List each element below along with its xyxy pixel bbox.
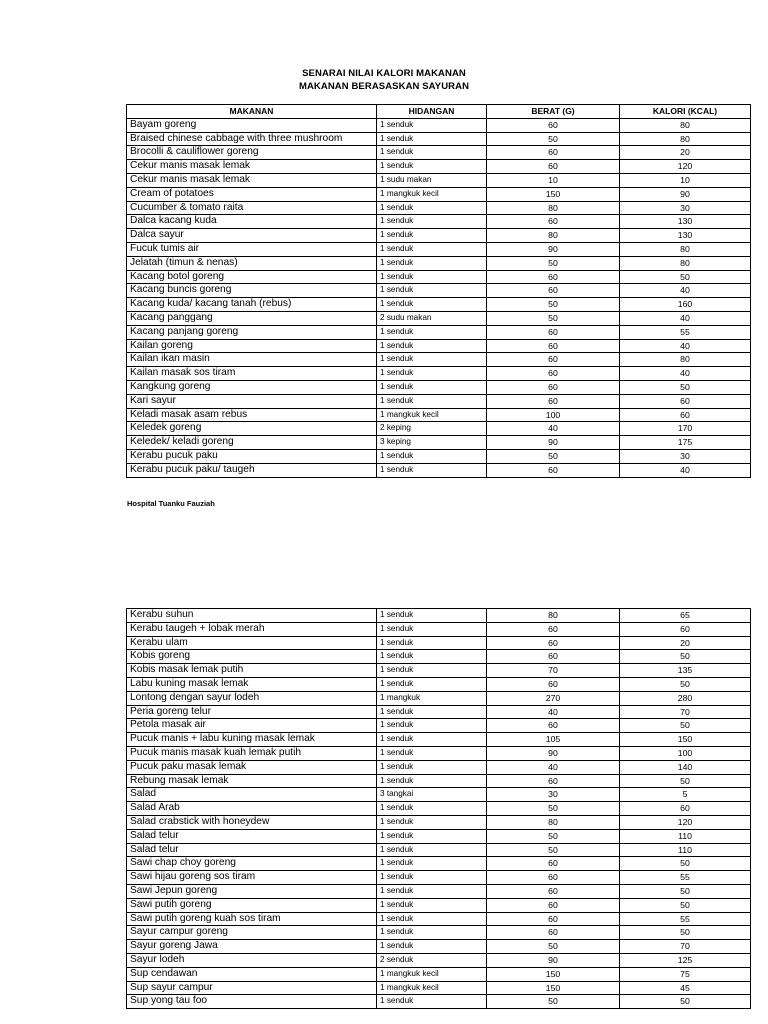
cell-kalori: 160: [620, 298, 751, 312]
cell-berat: 150: [487, 187, 620, 201]
cell-kalori: 130: [620, 229, 751, 243]
cell-makanan: Kerabu pucuk paku/ taugeh: [127, 463, 377, 477]
cell-kalori: 50: [620, 719, 751, 733]
cell-berat: 60: [487, 636, 620, 650]
cell-hidangan: 1 senduk: [377, 871, 487, 885]
cell-makanan: Kerabu ulam: [127, 636, 377, 650]
table-row: [127, 719, 751, 733]
cell-berat: 80: [487, 229, 620, 243]
cell-berat: 60: [487, 857, 620, 871]
cell-hidangan: 1 senduk: [377, 912, 487, 926]
cell-makanan: Keledek goreng: [127, 422, 377, 436]
cell-hidangan: 1 mangkuk kecil: [377, 187, 487, 201]
table-row: [127, 298, 751, 312]
cell-kalori: 20: [620, 636, 751, 650]
cell-hidangan: 1 sudu makan: [377, 173, 487, 187]
cell-hidangan: 1 senduk: [377, 118, 487, 132]
cell-makanan: Dalca kacang kuda: [127, 215, 377, 229]
cell-kalori: 40: [620, 311, 751, 325]
cell-berat: 50: [487, 298, 620, 312]
cell-berat: 60: [487, 650, 620, 664]
cell-kalori: 135: [620, 664, 751, 678]
cell-berat: 270: [487, 691, 620, 705]
table-row: [127, 664, 751, 678]
cell-berat: 60: [487, 353, 620, 367]
cell-kalori: 65: [620, 609, 751, 623]
table-row: [127, 146, 751, 160]
table-row: [127, 229, 751, 243]
cell-makanan: Rebung masak lemak: [127, 774, 377, 788]
table-row: [127, 691, 751, 705]
cell-kalori: 60: [620, 408, 751, 422]
cell-berat: 105: [487, 733, 620, 747]
cell-hidangan: 1 senduk: [377, 229, 487, 243]
cell-berat: 80: [487, 201, 620, 215]
cell-kalori: 40: [620, 463, 751, 477]
table-row: [127, 871, 751, 885]
cell-makanan: Sawi Jepun goreng: [127, 884, 377, 898]
cell-kalori: 10: [620, 173, 751, 187]
table-row: [127, 256, 751, 270]
cell-berat: 40: [487, 422, 620, 436]
header-berat: BERAT (G): [487, 105, 620, 119]
cell-hidangan: 1 senduk: [377, 815, 487, 829]
cell-berat: 60: [487, 871, 620, 885]
cell-berat: 60: [487, 146, 620, 160]
cell-makanan: Salad telur: [127, 843, 377, 857]
cell-kalori: 40: [620, 339, 751, 353]
cell-hidangan: 1 senduk: [377, 132, 487, 146]
table-row: [127, 201, 751, 215]
cell-berat: 50: [487, 843, 620, 857]
cell-berat: 40: [487, 760, 620, 774]
table-row: [127, 843, 751, 857]
table-row: [127, 353, 751, 367]
table-row: [127, 650, 751, 664]
table-row: [127, 609, 751, 623]
cell-kalori: 50: [620, 898, 751, 912]
cell-berat: 100: [487, 408, 620, 422]
cell-hidangan: 1 senduk: [377, 622, 487, 636]
hospital-name: Hospital Tuanku Fauziah: [127, 499, 215, 508]
cell-makanan: Braised chinese cabbage with three mushroom: [127, 132, 377, 146]
table-row: [127, 912, 751, 926]
cell-kalori: 110: [620, 843, 751, 857]
cell-kalori: 30: [620, 201, 751, 215]
table-row: [127, 463, 751, 477]
table-row: [127, 829, 751, 843]
cell-makanan: Kerabu taugeh + lobak merah: [127, 622, 377, 636]
cell-hidangan: 1 senduk: [377, 463, 487, 477]
cell-berat: 60: [487, 926, 620, 940]
cell-makanan: Kacang panjang goreng: [127, 325, 377, 339]
cell-berat: 60: [487, 394, 620, 408]
cell-kalori: 50: [620, 857, 751, 871]
cell-hidangan: 1 senduk: [377, 449, 487, 463]
cell-hidangan: 2 keping: [377, 422, 487, 436]
cell-hidangan: 1 senduk: [377, 353, 487, 367]
cell-makanan: Kerabu suhun: [127, 609, 377, 623]
cell-berat: 50: [487, 256, 620, 270]
table-row: [127, 940, 751, 954]
table-row: [127, 815, 751, 829]
cell-berat: 60: [487, 884, 620, 898]
cell-hidangan: 1 senduk: [377, 733, 487, 747]
cell-makanan: Kacang botol goreng: [127, 270, 377, 284]
cell-berat: 90: [487, 746, 620, 760]
cell-berat: 60: [487, 774, 620, 788]
cell-berat: 150: [487, 967, 620, 981]
header-kalori: KALORI (KCAL): [620, 105, 751, 119]
cell-makanan: Sawi chap choy goreng: [127, 857, 377, 871]
cell-makanan: Labu kuning masak lemak: [127, 677, 377, 691]
cell-berat: 80: [487, 609, 620, 623]
cell-kalori: 80: [620, 118, 751, 132]
header-makanan: MAKANAN: [127, 105, 377, 119]
cell-hidangan: 1 senduk: [377, 719, 487, 733]
table-row: [127, 898, 751, 912]
cell-hidangan: 1 senduk: [377, 705, 487, 719]
cell-kalori: 20: [620, 146, 751, 160]
cell-hidangan: 1 senduk: [377, 829, 487, 843]
cell-makanan: Cucumber & tomato raita: [127, 201, 377, 215]
cell-hidangan: 1 senduk: [377, 926, 487, 940]
cell-berat: 50: [487, 940, 620, 954]
cell-makanan: Pucuk manis masak kuah lemak putih: [127, 746, 377, 760]
table-row: [127, 367, 751, 381]
cell-kalori: 280: [620, 691, 751, 705]
cell-kalori: 50: [620, 774, 751, 788]
table-row: [127, 677, 751, 691]
cell-berat: 40: [487, 705, 620, 719]
table-row: [127, 339, 751, 353]
cell-berat: 50: [487, 995, 620, 1009]
cell-kalori: 55: [620, 912, 751, 926]
cell-kalori: 175: [620, 436, 751, 450]
cell-makanan: Salad crabstick with honeydew: [127, 815, 377, 829]
cell-kalori: 60: [620, 622, 751, 636]
cell-berat: 150: [487, 981, 620, 995]
table-row: [127, 160, 751, 174]
cell-hidangan: 1 senduk: [377, 284, 487, 298]
cell-hidangan: 1 senduk: [377, 298, 487, 312]
cell-makanan: Salad telur: [127, 829, 377, 843]
table-row: [127, 636, 751, 650]
cell-makanan: Sawi putih goreng: [127, 898, 377, 912]
cell-makanan: Kobis goreng: [127, 650, 377, 664]
cell-berat: 50: [487, 829, 620, 843]
cell-kalori: 60: [620, 394, 751, 408]
cell-hidangan: 1 senduk: [377, 746, 487, 760]
cell-hidangan: 1 senduk: [377, 609, 487, 623]
table-row: [127, 967, 751, 981]
cell-berat: 60: [487, 898, 620, 912]
cell-berat: 60: [487, 677, 620, 691]
cell-makanan: Lontong dengan sayur lodeh: [127, 691, 377, 705]
cell-makanan: Kari sayur: [127, 394, 377, 408]
cell-berat: 50: [487, 311, 620, 325]
cell-kalori: 50: [620, 270, 751, 284]
cell-kalori: 60: [620, 802, 751, 816]
cell-hidangan: 1 senduk: [377, 215, 487, 229]
cell-berat: 50: [487, 132, 620, 146]
cell-makanan: Cream of potatoes: [127, 187, 377, 201]
table-row: [127, 622, 751, 636]
table-row: [127, 733, 751, 747]
cell-kalori: 50: [620, 380, 751, 394]
cell-kalori: 120: [620, 815, 751, 829]
cell-kalori: 110: [620, 829, 751, 843]
cell-berat: 90: [487, 953, 620, 967]
cell-kalori: 70: [620, 940, 751, 954]
cell-makanan: Cekur manis masak lemak: [127, 173, 377, 187]
cell-makanan: Dalca sayur: [127, 229, 377, 243]
cell-kalori: 55: [620, 871, 751, 885]
cell-hidangan: 1 senduk: [377, 394, 487, 408]
cell-hidangan: 3 tangkai: [377, 788, 487, 802]
cell-berat: 90: [487, 436, 620, 450]
cell-berat: 60: [487, 719, 620, 733]
cell-berat: 30: [487, 788, 620, 802]
cell-kalori: 100: [620, 746, 751, 760]
cell-makanan: Pucuk manis + labu kuning masak lemak: [127, 733, 377, 747]
cell-kalori: 45: [620, 981, 751, 995]
table-row: [127, 422, 751, 436]
cell-makanan: Salad: [127, 788, 377, 802]
table-row: [127, 953, 751, 967]
cell-berat: 60: [487, 912, 620, 926]
cell-kalori: 55: [620, 325, 751, 339]
header-hidangan: HIDANGAN: [377, 105, 487, 119]
cell-makanan: Sup cendawan: [127, 967, 377, 981]
cell-makanan: Salad Arab: [127, 802, 377, 816]
cell-makanan: Kacang kuda/ kacang tanah (rebus): [127, 298, 377, 312]
table-row: [127, 187, 751, 201]
cell-berat: 70: [487, 664, 620, 678]
table-row: [127, 311, 751, 325]
cell-hidangan: 1 senduk: [377, 760, 487, 774]
cell-kalori: 70: [620, 705, 751, 719]
cell-hidangan: 1 senduk: [377, 857, 487, 871]
cell-hidangan: 2 senduk: [377, 953, 487, 967]
table-row: [127, 215, 751, 229]
cell-hidangan: 1 mangkuk kecil: [377, 981, 487, 995]
cell-hidangan: 1 senduk: [377, 843, 487, 857]
cell-makanan: Kerabu pucuk paku: [127, 449, 377, 463]
cell-kalori: 75: [620, 967, 751, 981]
cell-kalori: 125: [620, 953, 751, 967]
cell-hidangan: 1 senduk: [377, 884, 487, 898]
cell-berat: 60: [487, 463, 620, 477]
table-row: [127, 118, 751, 132]
table-row: [127, 926, 751, 940]
cell-makanan: Sayur campur goreng: [127, 926, 377, 940]
table-row: [127, 981, 751, 995]
cell-hidangan: 1 senduk: [377, 677, 487, 691]
cell-makanan: Fucuk tumis air: [127, 242, 377, 256]
table-row: [127, 995, 751, 1009]
cell-kalori: 50: [620, 995, 751, 1009]
cell-makanan: Jelatah (timun & nenas): [127, 256, 377, 270]
cell-hidangan: 1 senduk: [377, 774, 487, 788]
cell-hidangan: 3 keping: [377, 436, 487, 450]
cell-hidangan: 1 senduk: [377, 898, 487, 912]
cell-makanan: Petola masak air: [127, 719, 377, 733]
cell-kalori: 40: [620, 367, 751, 381]
table-row: [127, 242, 751, 256]
cell-hidangan: 1 senduk: [377, 160, 487, 174]
cell-makanan: Keladi masak asam rebus: [127, 408, 377, 422]
table-row: [127, 449, 751, 463]
table-row: [127, 436, 751, 450]
cell-hidangan: 1 mangkuk kecil: [377, 408, 487, 422]
cell-makanan: Kacang panggang: [127, 311, 377, 325]
cell-kalori: 50: [620, 650, 751, 664]
cell-kalori: 5: [620, 788, 751, 802]
cell-hidangan: 1 senduk: [377, 636, 487, 650]
cell-kalori: 80: [620, 242, 751, 256]
cell-hidangan: 1 senduk: [377, 380, 487, 394]
cell-berat: 60: [487, 160, 620, 174]
cell-makanan: Kailan ikan masin: [127, 353, 377, 367]
cell-hidangan: 1 senduk: [377, 995, 487, 1009]
cell-berat: 50: [487, 802, 620, 816]
cell-makanan: Cekur manis masak lemak: [127, 160, 377, 174]
cell-kalori: 120: [620, 160, 751, 174]
calorie-table-2: [126, 608, 751, 1009]
table-row: [127, 173, 751, 187]
cell-hidangan: 1 senduk: [377, 650, 487, 664]
cell-berat: 60: [487, 339, 620, 353]
cell-kalori: 40: [620, 284, 751, 298]
table-row: [127, 132, 751, 146]
table-row: [127, 284, 751, 298]
cell-berat: 80: [487, 815, 620, 829]
cell-kalori: 30: [620, 449, 751, 463]
cell-berat: 60: [487, 215, 620, 229]
cell-hidangan: 1 senduk: [377, 664, 487, 678]
cell-makanan: Sayur lodeh: [127, 953, 377, 967]
cell-hidangan: 1 mangkuk kecil: [377, 967, 487, 981]
cell-makanan: Kangkung goreng: [127, 380, 377, 394]
cell-kalori: 80: [620, 353, 751, 367]
cell-hidangan: 1 mangkuk: [377, 691, 487, 705]
cell-hidangan: 1 senduk: [377, 802, 487, 816]
cell-makanan: Kailan masak sos tiram: [127, 367, 377, 381]
table-row: [127, 408, 751, 422]
cell-hidangan: 1 senduk: [377, 242, 487, 256]
table-body-2: [127, 609, 751, 1009]
calorie-table-1: [126, 104, 751, 478]
cell-makanan: Sayur goreng Jawa: [127, 940, 377, 954]
cell-berat: 60: [487, 270, 620, 284]
doc-title: SENARAI NILAI KALORI MAKANAN: [302, 68, 466, 79]
cell-makanan: Pucuk paku masak lemak: [127, 760, 377, 774]
table-row: [127, 774, 751, 788]
cell-kalori: 80: [620, 256, 751, 270]
cell-makanan: Peria goreng telur: [127, 705, 377, 719]
cell-hidangan: 1 senduk: [377, 325, 487, 339]
cell-kalori: 50: [620, 926, 751, 940]
doc-subtitle: MAKANAN BERASASKAN SAYURAN: [298, 81, 470, 92]
table-header-row: [127, 105, 751, 119]
cell-berat: 60: [487, 380, 620, 394]
cell-hidangan: 1 senduk: [377, 201, 487, 215]
cell-makanan: Bayam goreng: [127, 118, 377, 132]
cell-hidangan: 1 senduk: [377, 256, 487, 270]
cell-kalori: 80: [620, 132, 751, 146]
table-row: [127, 760, 751, 774]
cell-hidangan: 1 senduk: [377, 940, 487, 954]
table-row: [127, 325, 751, 339]
cell-berat: 60: [487, 284, 620, 298]
cell-makanan: Kacang buncis goreng: [127, 284, 377, 298]
cell-kalori: 170: [620, 422, 751, 436]
table-row: [127, 270, 751, 284]
cell-hidangan: 1 senduk: [377, 367, 487, 381]
table-row: [127, 705, 751, 719]
cell-berat: 60: [487, 325, 620, 339]
table-row: [127, 884, 751, 898]
table-row: [127, 857, 751, 871]
cell-hidangan: 1 senduk: [377, 339, 487, 353]
cell-kalori: 150: [620, 733, 751, 747]
cell-kalori: 140: [620, 760, 751, 774]
table-row: [127, 802, 751, 816]
table-row: [127, 394, 751, 408]
cell-kalori: 90: [620, 187, 751, 201]
cell-makanan: Kailan goreng: [127, 339, 377, 353]
cell-hidangan: 1 senduk: [377, 270, 487, 284]
cell-makanan: Sawi hijau goreng sos tiram: [127, 871, 377, 885]
cell-hidangan: 1 senduk: [377, 146, 487, 160]
cell-berat: 50: [487, 449, 620, 463]
cell-makanan: Sawi putih goreng kuah sos tiram: [127, 912, 377, 926]
cell-makanan: Brocolli & cauliflower goreng: [127, 146, 377, 160]
cell-kalori: 50: [620, 884, 751, 898]
cell-hidangan: 2 sudu makan: [377, 311, 487, 325]
table-row: [127, 746, 751, 760]
cell-berat: 90: [487, 242, 620, 256]
cell-kalori: 50: [620, 677, 751, 691]
table-body-1: [127, 118, 751, 477]
table-row: [127, 788, 751, 802]
cell-makanan: Sup yong tau foo: [127, 995, 377, 1009]
cell-berat: 60: [487, 367, 620, 381]
table-row: [127, 380, 751, 394]
cell-makanan: Keledek/ keladi goreng: [127, 436, 377, 450]
cell-kalori: 130: [620, 215, 751, 229]
cell-makanan: Kobis masak lemak putih: [127, 664, 377, 678]
cell-berat: 60: [487, 622, 620, 636]
cell-berat: 60: [487, 118, 620, 132]
cell-makanan: Sup sayur campur: [127, 981, 377, 995]
cell-berat: 10: [487, 173, 620, 187]
